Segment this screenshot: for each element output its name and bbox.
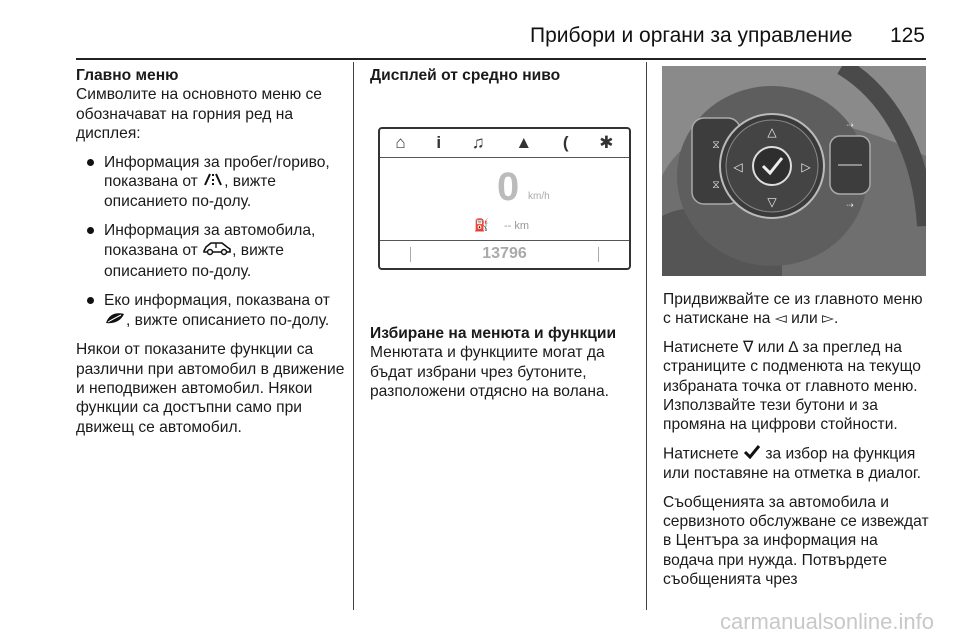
navigate-paragraph: Придвижвайте се из главното меню с натискане на ◅ или ▻. xyxy=(663,291,923,328)
down-arrow-icon: ∇ xyxy=(742,338,754,356)
odometer-tick-right xyxy=(598,247,599,262)
header-rule xyxy=(76,58,926,60)
speed-unit: km/h xyxy=(528,191,550,202)
navigation-icon: ▲ xyxy=(515,133,533,152)
info-icon: i xyxy=(436,133,442,152)
menu-selection-heading: Избиране на менюта и функции xyxy=(370,325,617,342)
page-number: 125 xyxy=(889,24,925,47)
svg-text:△: △ xyxy=(767,125,777,139)
list-item: Информация за пробег/гориво, показвана от , вижте описанието по-долу. xyxy=(76,153,348,211)
svg-text:⧖: ⧖ xyxy=(712,138,720,151)
watermark-url: carmanualsonline.info xyxy=(719,609,934,634)
home-icon: ⌂ xyxy=(395,133,406,152)
messages-paragraph: Съобщенията за автомобила и сервизното обслужване се извеждат в Центъра за информация на водача при нужда. Потвърдете съобщенията чрез xyxy=(663,493,929,589)
svg-text:▽: ▽ xyxy=(767,195,777,209)
menu-selection-text: Менютата и функциите могат да бъдат избрани чрез бутоните, разположени отдясно на волана. xyxy=(370,344,609,401)
menu-selection-section xyxy=(370,324,642,411)
up-arrow-icon: ∆ xyxy=(788,338,799,356)
fuel-icon: ⛽ xyxy=(474,218,489,232)
left-arrow-icon: ◅ xyxy=(774,310,787,328)
list-item: Еко информация, показвана от , вижте описанието по-долу. xyxy=(76,291,348,330)
odometer-value: 13796 xyxy=(482,245,527,262)
page-header xyxy=(530,24,925,48)
svg-text:⧖: ⧖ xyxy=(712,178,720,191)
settings-icon: ✱ xyxy=(599,133,614,152)
car-icon xyxy=(202,240,232,261)
range-value: -- km xyxy=(504,220,530,232)
odometer-bar xyxy=(380,240,629,268)
leaf-icon xyxy=(104,311,126,330)
column-divider-2 xyxy=(646,62,647,610)
display-heading: Дисплей от средно ниво xyxy=(370,67,561,84)
select-paragraph: Натиснете за избор на функция или поставяне на отметка в диалог. xyxy=(663,445,922,483)
steering-wheel-controls-image xyxy=(662,66,926,276)
music-icon: ♫ xyxy=(471,133,485,152)
svg-text:⇢: ⇢ xyxy=(846,201,854,211)
speed-value: 0 xyxy=(497,165,520,209)
main-menu-bullets xyxy=(76,153,348,331)
right-column-text xyxy=(663,290,931,599)
main-menu-outro: Някои от показаните функции са различни при автомобил в движение и неподвижен автомобил. Някои функции са достъпни само при движещ се автомобил. xyxy=(76,341,345,436)
road-icon xyxy=(202,172,224,191)
right-arrow-icon: ▻ xyxy=(821,310,834,328)
middle-column xyxy=(370,66,640,85)
list-item: Информация за автомобила, показвана от , вижте описанието по-долу. xyxy=(76,221,348,281)
submenu-paragraph: Натиснете ∇ или ∆ за преглед на страниците с подменюта на текущо избраната точка от главното меню. Използвайте тези бутони и за промяна на цифрови стойности. xyxy=(663,338,921,434)
svg-text:◁: ◁ xyxy=(733,160,743,174)
svg-text:▷: ▷ xyxy=(801,160,811,174)
display-menu-row xyxy=(380,129,629,158)
column-divider-1 xyxy=(353,62,354,610)
page-title: Прибори и органи за управление xyxy=(530,24,853,47)
phone-icon: ( xyxy=(562,133,569,152)
checkmark-icon xyxy=(743,444,761,464)
left-column xyxy=(76,66,348,446)
svg-text:⇢: ⇢ xyxy=(846,121,854,131)
midlevel-display-illustration xyxy=(378,127,631,270)
main-menu-heading: Главно меню xyxy=(76,67,179,84)
main-menu-intro: Символите на основното меню се обозначават на горния ред на дисплея: xyxy=(76,86,322,143)
